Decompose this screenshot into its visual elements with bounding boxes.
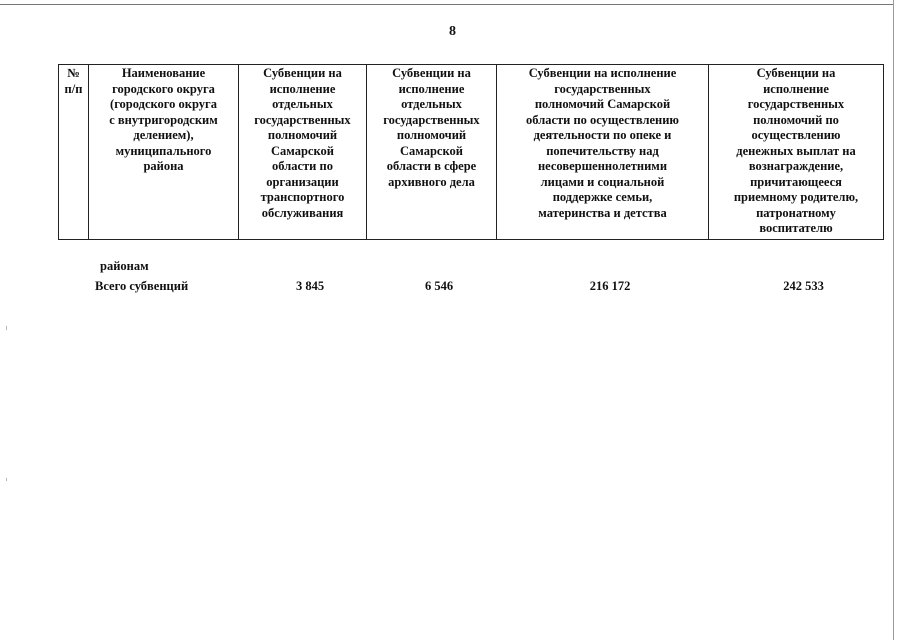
column-header-archive: Субвенции на исполнение отдельных государственных полномочий Самарской области в сфере архивного дела — [367, 65, 497, 240]
total-archive-value: 6 546 — [424, 279, 454, 293]
column-header-guardianship: Субвенции на исполнение государственных полномочий Самарской области по осуществлению деятельности по опеке и попечительству над несовершеннолетними лицами и социальной поддержке семьи, материнства и детства — [497, 65, 709, 240]
page-number: 8 — [449, 24, 456, 39]
column-header-foster: Субвенции на исполнение государственных полномочий по осуществлению денежных выплат на вознаграждение, причитающееся приемному родителю, патронатному воспитателю — [709, 65, 884, 240]
scan-mark — [6, 326, 7, 330]
right-border-line — [893, 0, 894, 640]
total-foster-value: 242 533 — [783, 279, 824, 293]
column-header-municipality: Наименование городского округа (городского округа с внутригородским делением), муниципального района — [89, 65, 239, 240]
column-header-number: № п/п — [59, 65, 89, 240]
table-header-row — [59, 65, 884, 240]
total-guardianship-value: 216 172 — [589, 279, 631, 293]
scan-mark — [6, 478, 7, 481]
total-transport-value: 3 845 — [295, 279, 325, 293]
column-header-transport: Субвенции на исполнение отдельных государственных полномочий Самарской области по организации транспортного обслуживания — [239, 65, 367, 240]
top-border-line — [0, 4, 893, 5]
continuation-text: районам — [100, 259, 149, 273]
total-label: Всего субвенций — [95, 279, 189, 293]
subventions-table — [58, 64, 884, 240]
